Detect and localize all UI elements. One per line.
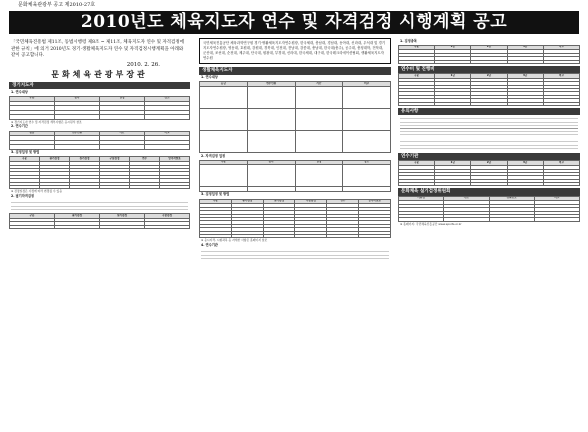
table-header: 연수인원	[247, 82, 295, 87]
section-fees	[398, 66, 580, 106]
table-header: 연수	[327, 199, 359, 204]
table-header: 실기검정	[263, 199, 295, 204]
table-header: 종목	[247, 160, 295, 165]
section-heading: 생활체육지도자	[199, 67, 391, 74]
subsection-heading: 4. 연수기관	[201, 242, 218, 247]
text-block	[400, 139, 578, 151]
table-header: 기간	[100, 131, 145, 136]
table-header: 1급	[435, 45, 471, 50]
table-header: 2급	[471, 161, 507, 166]
column-left	[9, 38, 190, 430]
table-eligibility	[9, 96, 190, 120]
table-written-exam	[9, 213, 190, 229]
table-header: 등급	[200, 82, 248, 87]
section-heading: 문화체육 실기검정위원회	[398, 188, 580, 195]
subsection-heading: 2. 자격검정 일정	[201, 153, 226, 158]
table-header: 연수	[130, 157, 160, 162]
table-header: 3급	[507, 45, 543, 50]
section-institutions	[398, 153, 580, 186]
table-header: 구분	[200, 160, 248, 165]
table-header: 구술검정	[295, 199, 327, 204]
section-heading: 유의사항	[398, 108, 580, 115]
subsection-heading: 1. 검정종목	[400, 38, 417, 43]
table-life-exam	[199, 160, 391, 192]
table-header: 비고	[543, 161, 579, 166]
section-coaches	[9, 82, 190, 229]
table-life-schedule	[199, 199, 391, 239]
section-committee	[398, 188, 580, 225]
table-header: 필기검정	[231, 199, 263, 204]
text-block	[201, 249, 389, 261]
table-header: 일정	[100, 96, 145, 101]
footnote: ※ 경기지도자 연수 및 자격검정 세부사항은 응시원서 참조	[11, 119, 82, 124]
table-header: 주소	[444, 196, 489, 201]
column-middle	[199, 38, 391, 430]
subsection-heading: 3. 검정일정 및 방법	[11, 150, 40, 155]
section-heading: 연수비 및 진행비	[398, 66, 580, 73]
table-header: 구분	[399, 74, 435, 79]
table-committee	[398, 196, 580, 222]
table-institutions	[398, 160, 580, 186]
table-header: 실기검정	[100, 214, 145, 219]
table-header: 구분	[200, 199, 232, 204]
subsection-heading: 2. 필기자격검정	[11, 194, 35, 199]
section-notes	[398, 108, 580, 151]
table-header: 종목	[55, 96, 100, 101]
table-schedule	[9, 156, 190, 189]
table-header: 기관명	[399, 196, 444, 201]
table-header: 필기검정	[40, 157, 70, 162]
subsection-heading: 2. 연수기간	[11, 124, 28, 129]
table-training-period	[9, 131, 190, 150]
section-heading: 경기지도자	[9, 82, 190, 89]
notice-date: 2010. 2. 26.	[126, 61, 160, 68]
table-header: 연수인원	[55, 131, 100, 136]
institution-box: 국민체육진흥공단 체육과학연구원 경기·생활체육지도자연수원장, 한국체대, 충남대, 경남대, 동아대, 신라대, 우석대 및 경기지도자연수원장, 영동대, 호원대, 강원대, 경북대, 인천대, 전남대, 강릉대, 충남대, 한국대(충주), 공주대, 충청대학, 전북대, 군산대, 조선대, 순천대, 제주대, 단국대, 원광대, 부경대, 신라대, 한국체대, 대구대, 한국레크리에이션협회, 생활체육지도자연수원	[199, 38, 391, 64]
table-header: 2급	[471, 45, 507, 50]
table-header: 구분	[10, 214, 55, 219]
column-right	[398, 38, 580, 430]
page-title: 2010년도 체육지도자 연수 및 자격검정 시행계획 공고	[9, 11, 579, 34]
table-header: 비고	[145, 131, 190, 136]
table-header: 구분	[10, 157, 40, 162]
table-header: 장소	[145, 96, 190, 101]
footnote: ※ 홈페이지: 국민체육진흥공단 www.sports.or.kr	[400, 221, 462, 226]
table-header: 비고	[543, 45, 579, 50]
section-heading: 연수기관	[398, 153, 580, 160]
intro-text: 「국민체육진흥법 제11조, 동법시행령 제8조 ~ 제11조, 체육지도자 연수 및 자격검정에 관한 규칙」에 의거 2010년도 경기·생활체육지도자 연수 및 자격검정시행계획을 아래와 같이 공고합니다.	[11, 40, 185, 59]
table-header: 구술검정	[145, 214, 190, 219]
table-fees	[398, 73, 580, 106]
table-header: 일정	[295, 160, 343, 165]
subsection-heading: 1. 연수대상	[201, 75, 218, 80]
table-header: 2급	[471, 74, 507, 79]
issuer: 문화체육관광부장관	[51, 68, 148, 79]
table-header: 비고	[534, 196, 579, 201]
subsection-heading: 3. 검정일정 및 방법	[201, 192, 230, 197]
table-header: 구분	[10, 96, 55, 101]
table-life-eligibility	[199, 81, 391, 153]
table-header: 비고	[543, 74, 579, 79]
table-header: 1급	[435, 161, 471, 166]
text-block	[11, 200, 188, 212]
table-header: 1급	[435, 74, 471, 79]
table-header: 합격자발표	[359, 199, 391, 204]
table-header: 비고	[343, 82, 391, 87]
table-header: 구술검정	[100, 157, 130, 162]
table-header: 기간	[295, 82, 343, 87]
table-header: 전화번호	[489, 196, 534, 201]
table-header: 등급	[10, 131, 55, 136]
table-header: 실기검정	[70, 157, 100, 162]
table-header: 필기검정	[55, 214, 100, 219]
notice-number: 문화체육관광부 공고 제2010-27호	[18, 2, 96, 8]
footnote: ※ 검정일정은 사정에 따라 변경될 수 있음	[11, 189, 62, 194]
section-life-sports	[199, 67, 391, 261]
text-block	[400, 116, 578, 138]
table-header: 장소	[343, 160, 391, 165]
footnote: ※ 응시자격, 시험과목 등 자세한 사항은 홈페이지 참조	[201, 238, 268, 243]
table-header: 구분	[399, 45, 435, 50]
table-header: 3급	[507, 74, 543, 79]
table-header: 3급	[507, 161, 543, 166]
subsection-heading: 1. 연수대상	[11, 89, 28, 94]
table-header: 구분	[399, 161, 435, 166]
table-header: 합격자발표	[160, 157, 190, 162]
table-exam-sports	[398, 45, 580, 64]
